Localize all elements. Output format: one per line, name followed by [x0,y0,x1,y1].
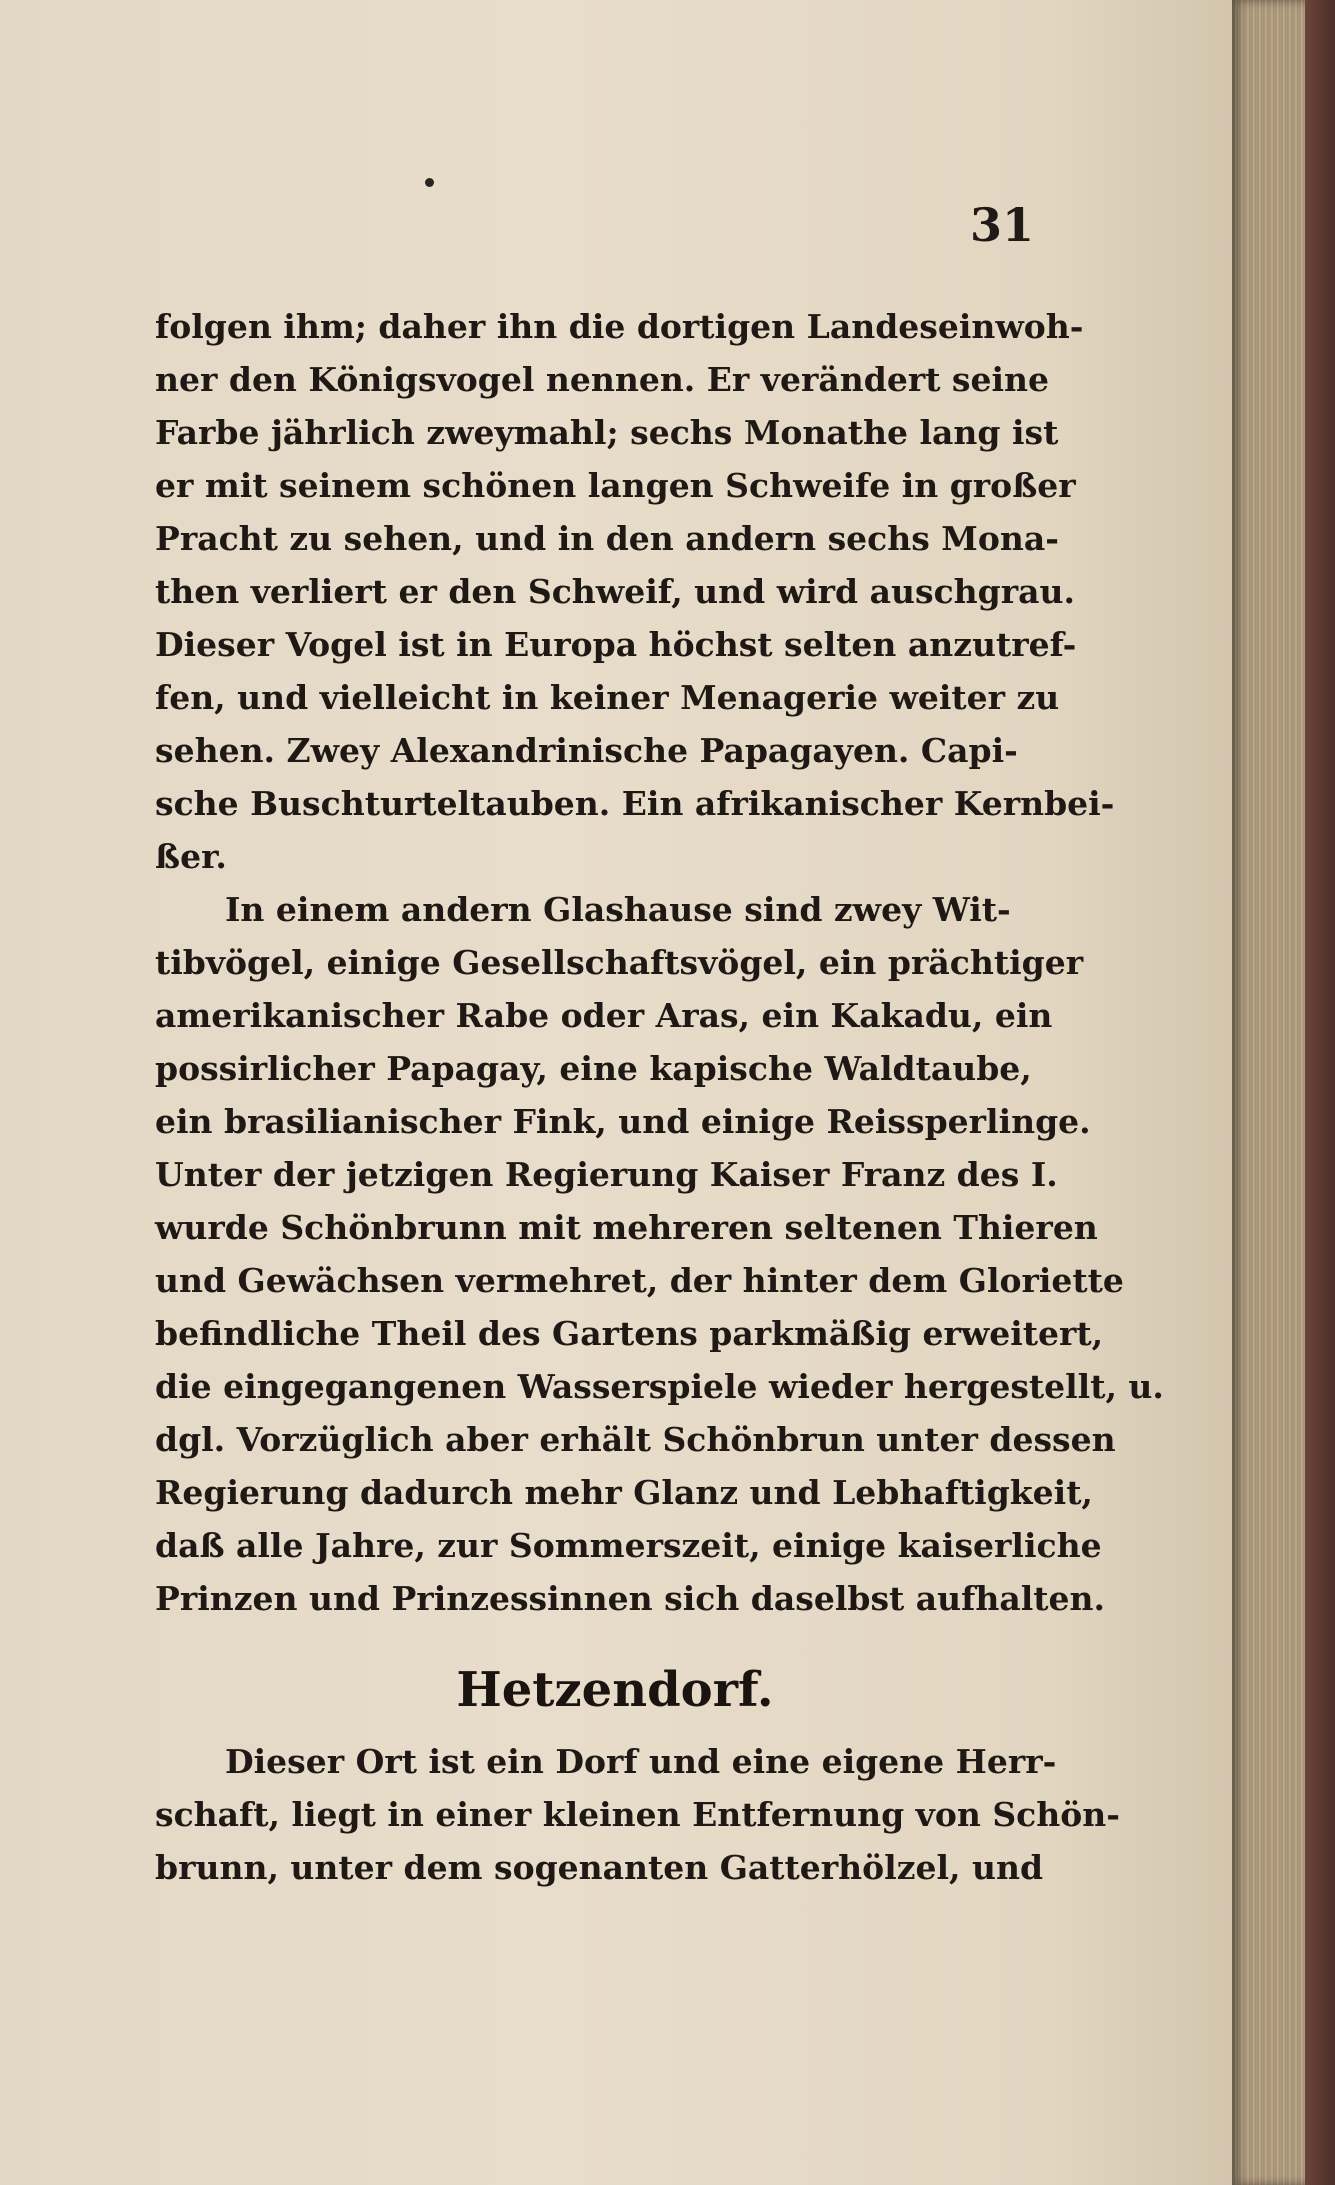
text-line: die eingegangenen Wasserspiele wieder hergestellt, u. [155,1367,1164,1406]
text-line: Pracht zu sehen, und in den andern sechs Mona- [155,519,1059,558]
text-line: then verliert er den Schweif, und wird auschgrau. [155,572,1075,611]
text-line: folgen ihm; daher ihn die dortigen Landeseinwoh- [155,307,1084,346]
page-number: 31 [970,198,1035,252]
text-line: In einem andern Glashause sind zwey Wit- [225,890,1011,929]
section-heading: Hetzendorf. [456,1662,774,1718]
page-text [155,300,1164,1894]
text-line: Regierung dadurch mehr Glanz und Lebhaftigkeit, [155,1473,1093,1512]
text-line: possirlicher Papagay, eine kapische Waldtaube, [155,1049,1032,1088]
text-line: brunn, unter dem sogenanten Gatterhölzel, und [155,1848,1044,1887]
text-line: tibvögel, einige Gesellschaftsvögel, ein prächtiger [155,943,1084,982]
text-line: ßer. [155,837,227,876]
text-line: Dieser Vogel ist in Europa höchst selten anzutref- [155,625,1077,664]
text-line: er mit seinem schönen langen Schweife in großer [155,466,1076,505]
text-line: dgl. Vorzüglich aber erhält Schönbrun unter dessen [155,1420,1116,1459]
text-line: Farbe jährlich zweymahl; sechs Monathe lang ist [155,413,1059,452]
text-line: wurde Schönbrunn mit mehreren seltenen Thieren [155,1208,1098,1247]
text-line: befindliche Theil des Gartens parkmäßig erweitert, [155,1314,1104,1353]
paragraph-2 [155,883,1164,1625]
text-line: Dieser Ort ist ein Dorf und eine eigene Herr- [225,1742,1057,1781]
text-line: amerikanischer Rabe oder Aras, ein Kakadu, ein [155,996,1053,1035]
text-line: sehen. Zwey Alexandrinische Papagayen. Capi- [155,731,1018,770]
text-line: Prinzen und Prinzessinnen sich daselbst aufhalten. [155,1579,1105,1618]
book-cover-edge [1305,0,1335,2185]
paragraph-1 [155,300,1115,883]
text-line: schaft, liegt in einer kleinen Entfernung von Schön- [155,1795,1120,1834]
ink-spot [425,178,434,187]
text-line: und Gewächsen vermehret, der hinter dem Gloriette [155,1261,1124,1300]
text-line: ein brasilianischer Fink, und einige Reissperlinge. [155,1102,1091,1141]
text-line: sche Buschturteltauben. Ein afrikanischer Kernbei- [155,784,1115,823]
text-line: daß alle Jahre, zur Sommerszeit, einige kaiserliche [155,1526,1102,1565]
text-line: Unter der jetzigen Regierung Kaiser Franz des I. [155,1155,1058,1194]
text-line: fen, und vielleicht in keiner Menagerie weiter zu [155,678,1060,717]
paragraph-3 [155,1735,1120,1894]
text-line: ner den Königsvogel nennen. Er verändert seine [155,360,1050,399]
